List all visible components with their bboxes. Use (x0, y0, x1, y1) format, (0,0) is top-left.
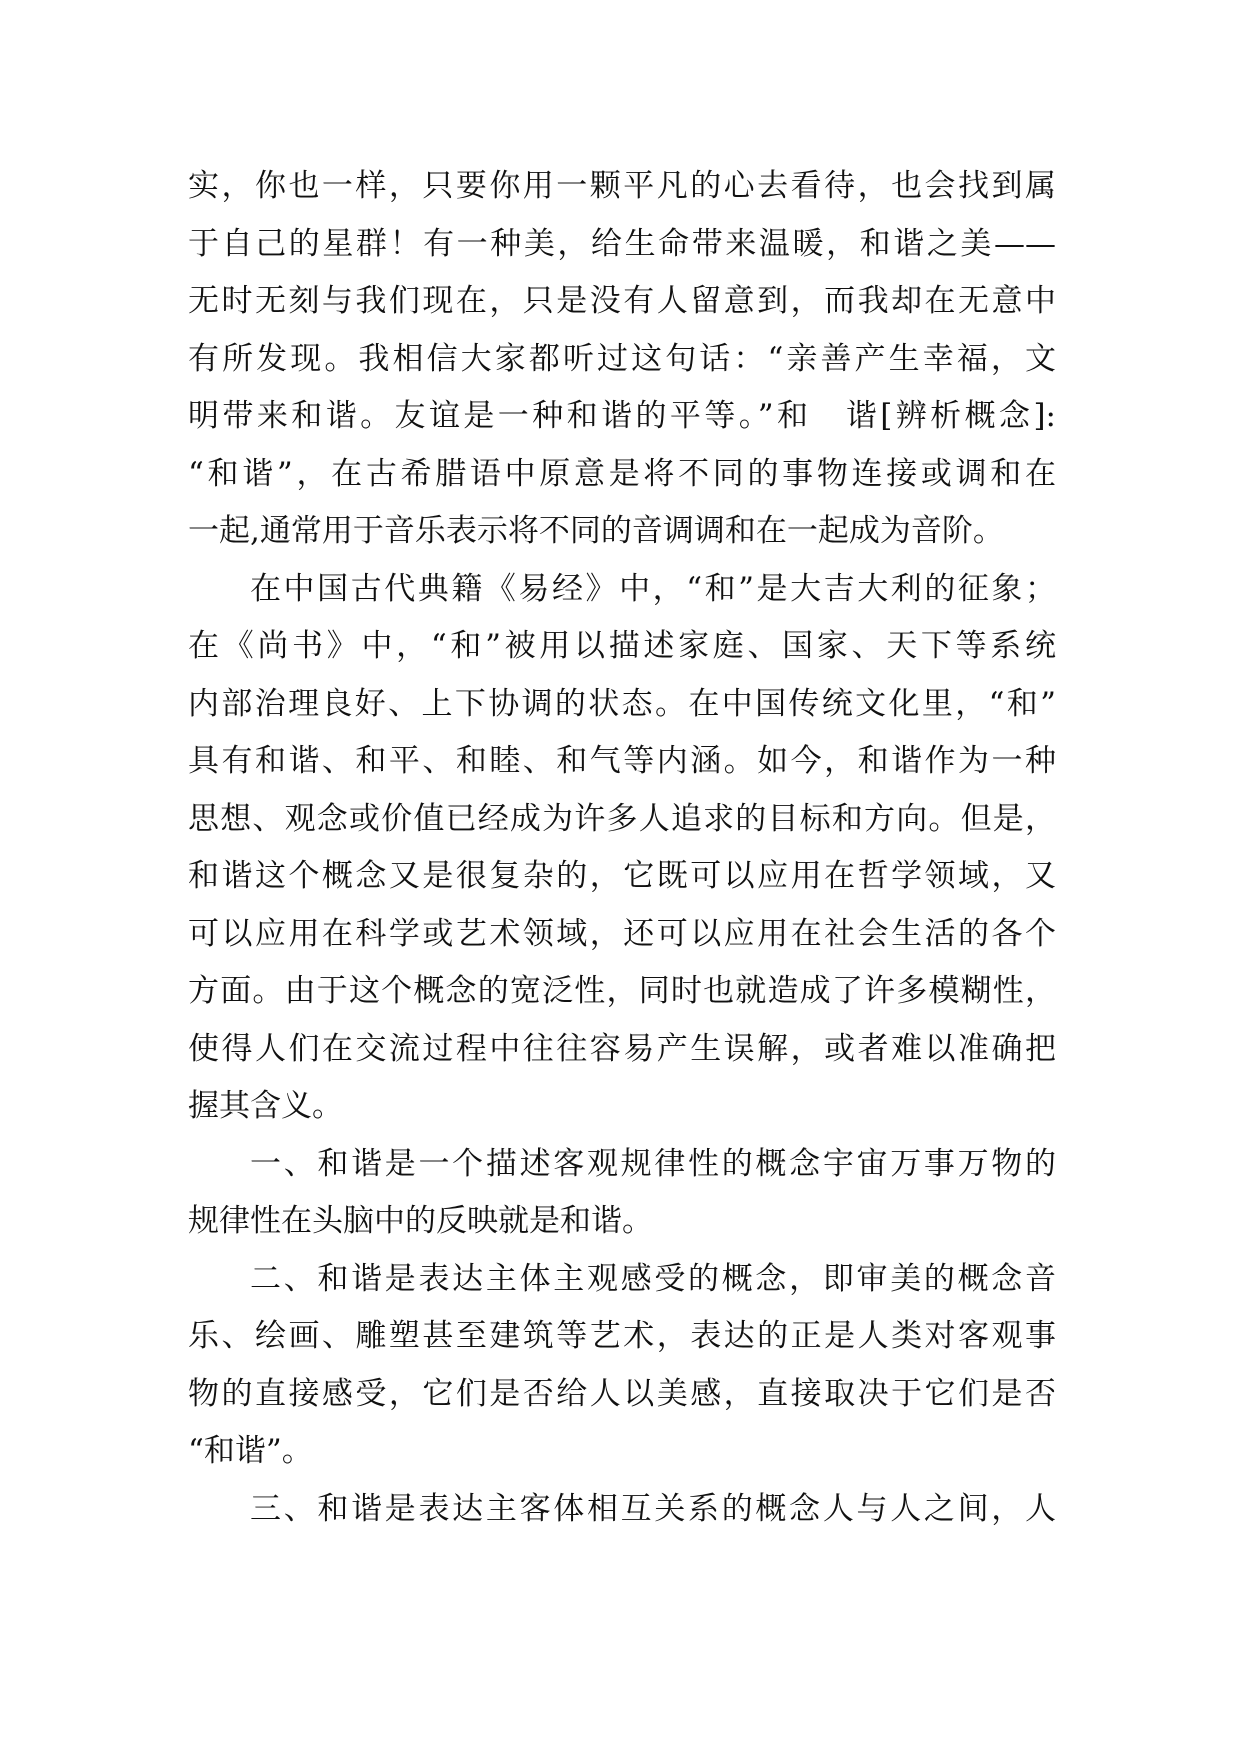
text-line: 握其含义。 (188, 1088, 343, 1124)
text-line: 有所发现。我相信大家都听过这句话：“亲善产生幸福，文 (188, 340, 1056, 377)
text-line: 明带来和谐。友谊是一种和谐的平等。”和 谐[辨析概念]: (188, 398, 1056, 434)
text-line: 于自己的星群！有一种美，给生命带来温暖，和谐之美—— (188, 225, 1056, 262)
text-line: 方面。由于这个概念的宽泛性，同时也就造成了许多模糊性， (188, 973, 1056, 1009)
text-line: 物的直接感受，它们是否给人以美感，直接取决于它们是否 (188, 1375, 1056, 1412)
text-line: 在《尚书》中，“和”被用以描述家庭、国家、天下等系统 (188, 628, 1056, 664)
document-body (188, 158, 1056, 1538)
paragraph-first-line: 三、和谐是表达主客体相互关系的概念人与人之间，人 (250, 1490, 1056, 1527)
text-line: “和谐”，在古希腊语中原意是将不同的事物连接或调和在 (188, 455, 1056, 492)
text-line: 思想、观念或价值已经成为许多人追求的目标和方向。但是， (188, 800, 1056, 837)
text-line: 可以应用在科学或艺术领域，还可以应用在社会生活的各个 (188, 915, 1056, 952)
paragraph-first-line: 二、和谐是表达主体主观感受的概念，即审美的概念音 (250, 1260, 1056, 1297)
text-line: “和谐”。 (188, 1433, 313, 1469)
text-line: 和谐这个概念又是很复杂的，它既可以应用在哲学领域，又 (188, 858, 1056, 894)
text-line: 乐、绘画、雕塑甚至建筑等艺术，表达的正是人类对客观事 (188, 1318, 1056, 1354)
text-line: 规律性在头脑中的反映就是和谐。 (188, 1203, 653, 1239)
text-line: 无时无刻与我们现在，只是没有人留意到，而我却在无意中 (188, 283, 1056, 319)
text-line: 具有和谐、和平、和睦、和气等内涵。如今，和谐作为一种 (188, 743, 1056, 779)
text-line: 实，你也一样，只要你用一颗平凡的心去看待，也会找到属 (188, 168, 1056, 204)
paragraph-first-line: 一、和谐是一个描述客观规律性的概念宇宙万事万物的 (250, 1145, 1056, 1182)
text-line: 内部治理良好、上下协调的状态。在中国传统文化里，“和” (188, 685, 1056, 722)
text-line: 使得人们在交流过程中往往容易产生误解，或者难以准确把 (188, 1030, 1056, 1067)
text-line: 一起,通常用于音乐表示将不同的音调调和在一起成为音阶。 (188, 513, 1004, 549)
paragraph-first-line: 在中国古代典籍《易经》中，“和”是大吉大利的征象； (250, 570, 1056, 607)
